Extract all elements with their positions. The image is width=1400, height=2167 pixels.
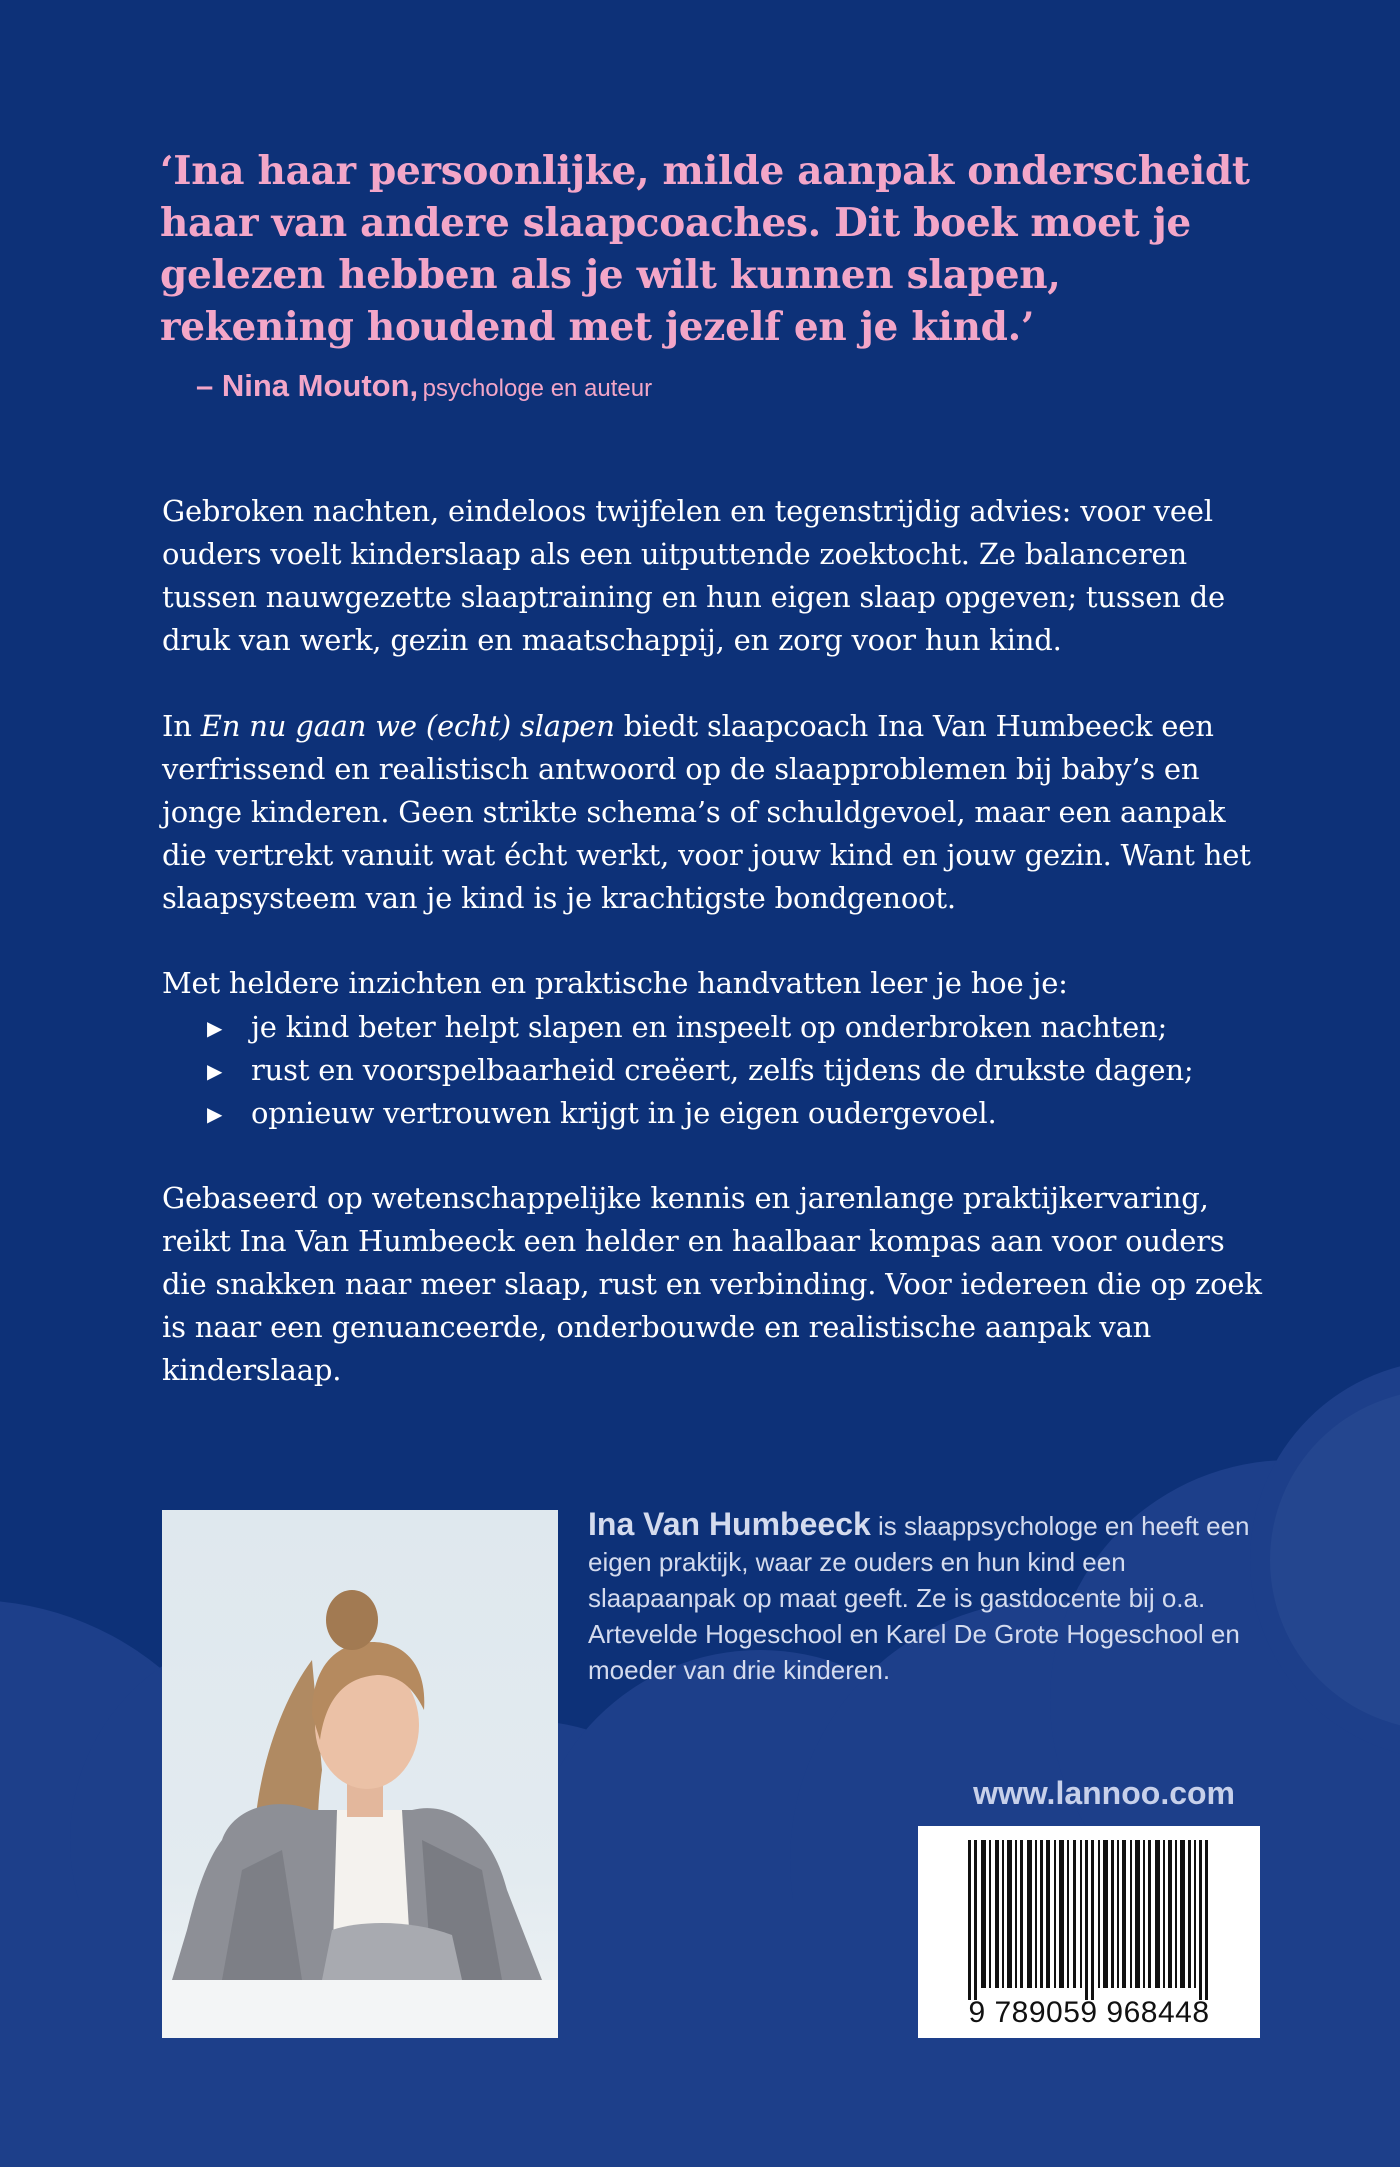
- author-name: Ina Van Humbeeck: [588, 1506, 871, 1542]
- isbn-number: 9 789059 968448: [968, 1996, 1210, 2029]
- list-item: [205, 1092, 1193, 1135]
- list-item-text: opnieuw vertrouwen krijgt in je eigen oudergevoel.: [251, 1096, 997, 1130]
- isbn-barcode: [918, 1826, 1260, 2038]
- quote-author-role: psychologe en auteur: [422, 375, 653, 402]
- quote-attribution: [196, 368, 652, 404]
- author-photo: [162, 1510, 558, 2038]
- blurb-list-intro: Met heldere inzichten en praktische handvatten leer je hoe je:: [162, 966, 1068, 1000]
- list-item: [205, 1049, 1193, 1092]
- blurb-paragraph-2-rest: biedt slaapcoach Ina Van Humbeeck een verfrissend en realistisch antwoord op de slaapproblemen bij baby’s en jonge kinderen. Geen strikte schema’s of schuldgevoel, maar een aanpak die vertrekt vanuit wat écht werkt, voor jouw kind en jouw gezin. Want het slaapsysteem van je kind is je krachtigste bondgenoot.: [162, 709, 1251, 915]
- triangle-bullet-icon: ▶: [207, 1102, 223, 1126]
- benefits-list: [205, 1006, 1193, 1135]
- author-portrait-illustration: [162, 1510, 558, 2038]
- triangle-bullet-icon: ▶: [207, 1016, 223, 1040]
- list-item: [205, 1006, 1193, 1049]
- quote-author-name: – Nina Mouton,: [196, 368, 419, 403]
- author-bio: [588, 1506, 1268, 1688]
- blurb-paragraph-4: Gebaseerd op wetenschappelijke kennis en jarenlange praktijkervaring, reikt Ina Van Humbeeck een helder en haalbaar kompas aan voor ouders die snakken naar meer slaap, rust en verbinding. Voor iedereen die op zoek is naar een genuanceerde, onderbouwde en realistische aanpak van kinderslaap.: [162, 1181, 1262, 1387]
- endorsement-quote: ‘Ina haar persoonlijke, milde aanpak onderscheidt haar van andere slaapcoaches. Dit boek moet je gelezen hebben als je wilt kunnen slapen, rekening houdend met jezelf en je kind.’: [160, 148, 1250, 350]
- blurb-paragraph-1: Gebroken nachten, eindeloos twijfelen en tegenstrijdig advies: voor veel ouders voelt kinderslaap als een uitputtende zoektocht. Ze balanceren tussen nauwgezette slaaptraining en hun eigen slaap opgeven; tussen de druk van werk, gezin en maatschappij, en zorg voor hun kind.: [162, 494, 1225, 657]
- author-bio-text: is slaappsychologe en heeft een eigen praktijk, waar ze ouders en hun kind een slaapaanpak op maat geeft. Ze is gastdocente bij o.a. Artevelde Hogeschool en Karel De Grote Hogeschool en moeder van drie kinderen.: [588, 1511, 1250, 1685]
- list-item-text: je kind beter helpt slapen en inspeelt op onderbroken nachten;: [251, 1010, 1168, 1044]
- list-item-text: rust en voorspelbaarheid creëert, zelfs tijdens de drukste dagen;: [251, 1053, 1194, 1087]
- book-title-inline: En nu gaan we (echt) slapen: [200, 709, 615, 743]
- blurb-paragraph-2-prefix: In: [162, 709, 201, 743]
- publisher-website[interactable]: www.lannoo.com: [973, 1775, 1235, 1811]
- triangle-bullet-icon: ▶: [207, 1059, 223, 1083]
- blurb-paragraph-2: [162, 705, 1262, 920]
